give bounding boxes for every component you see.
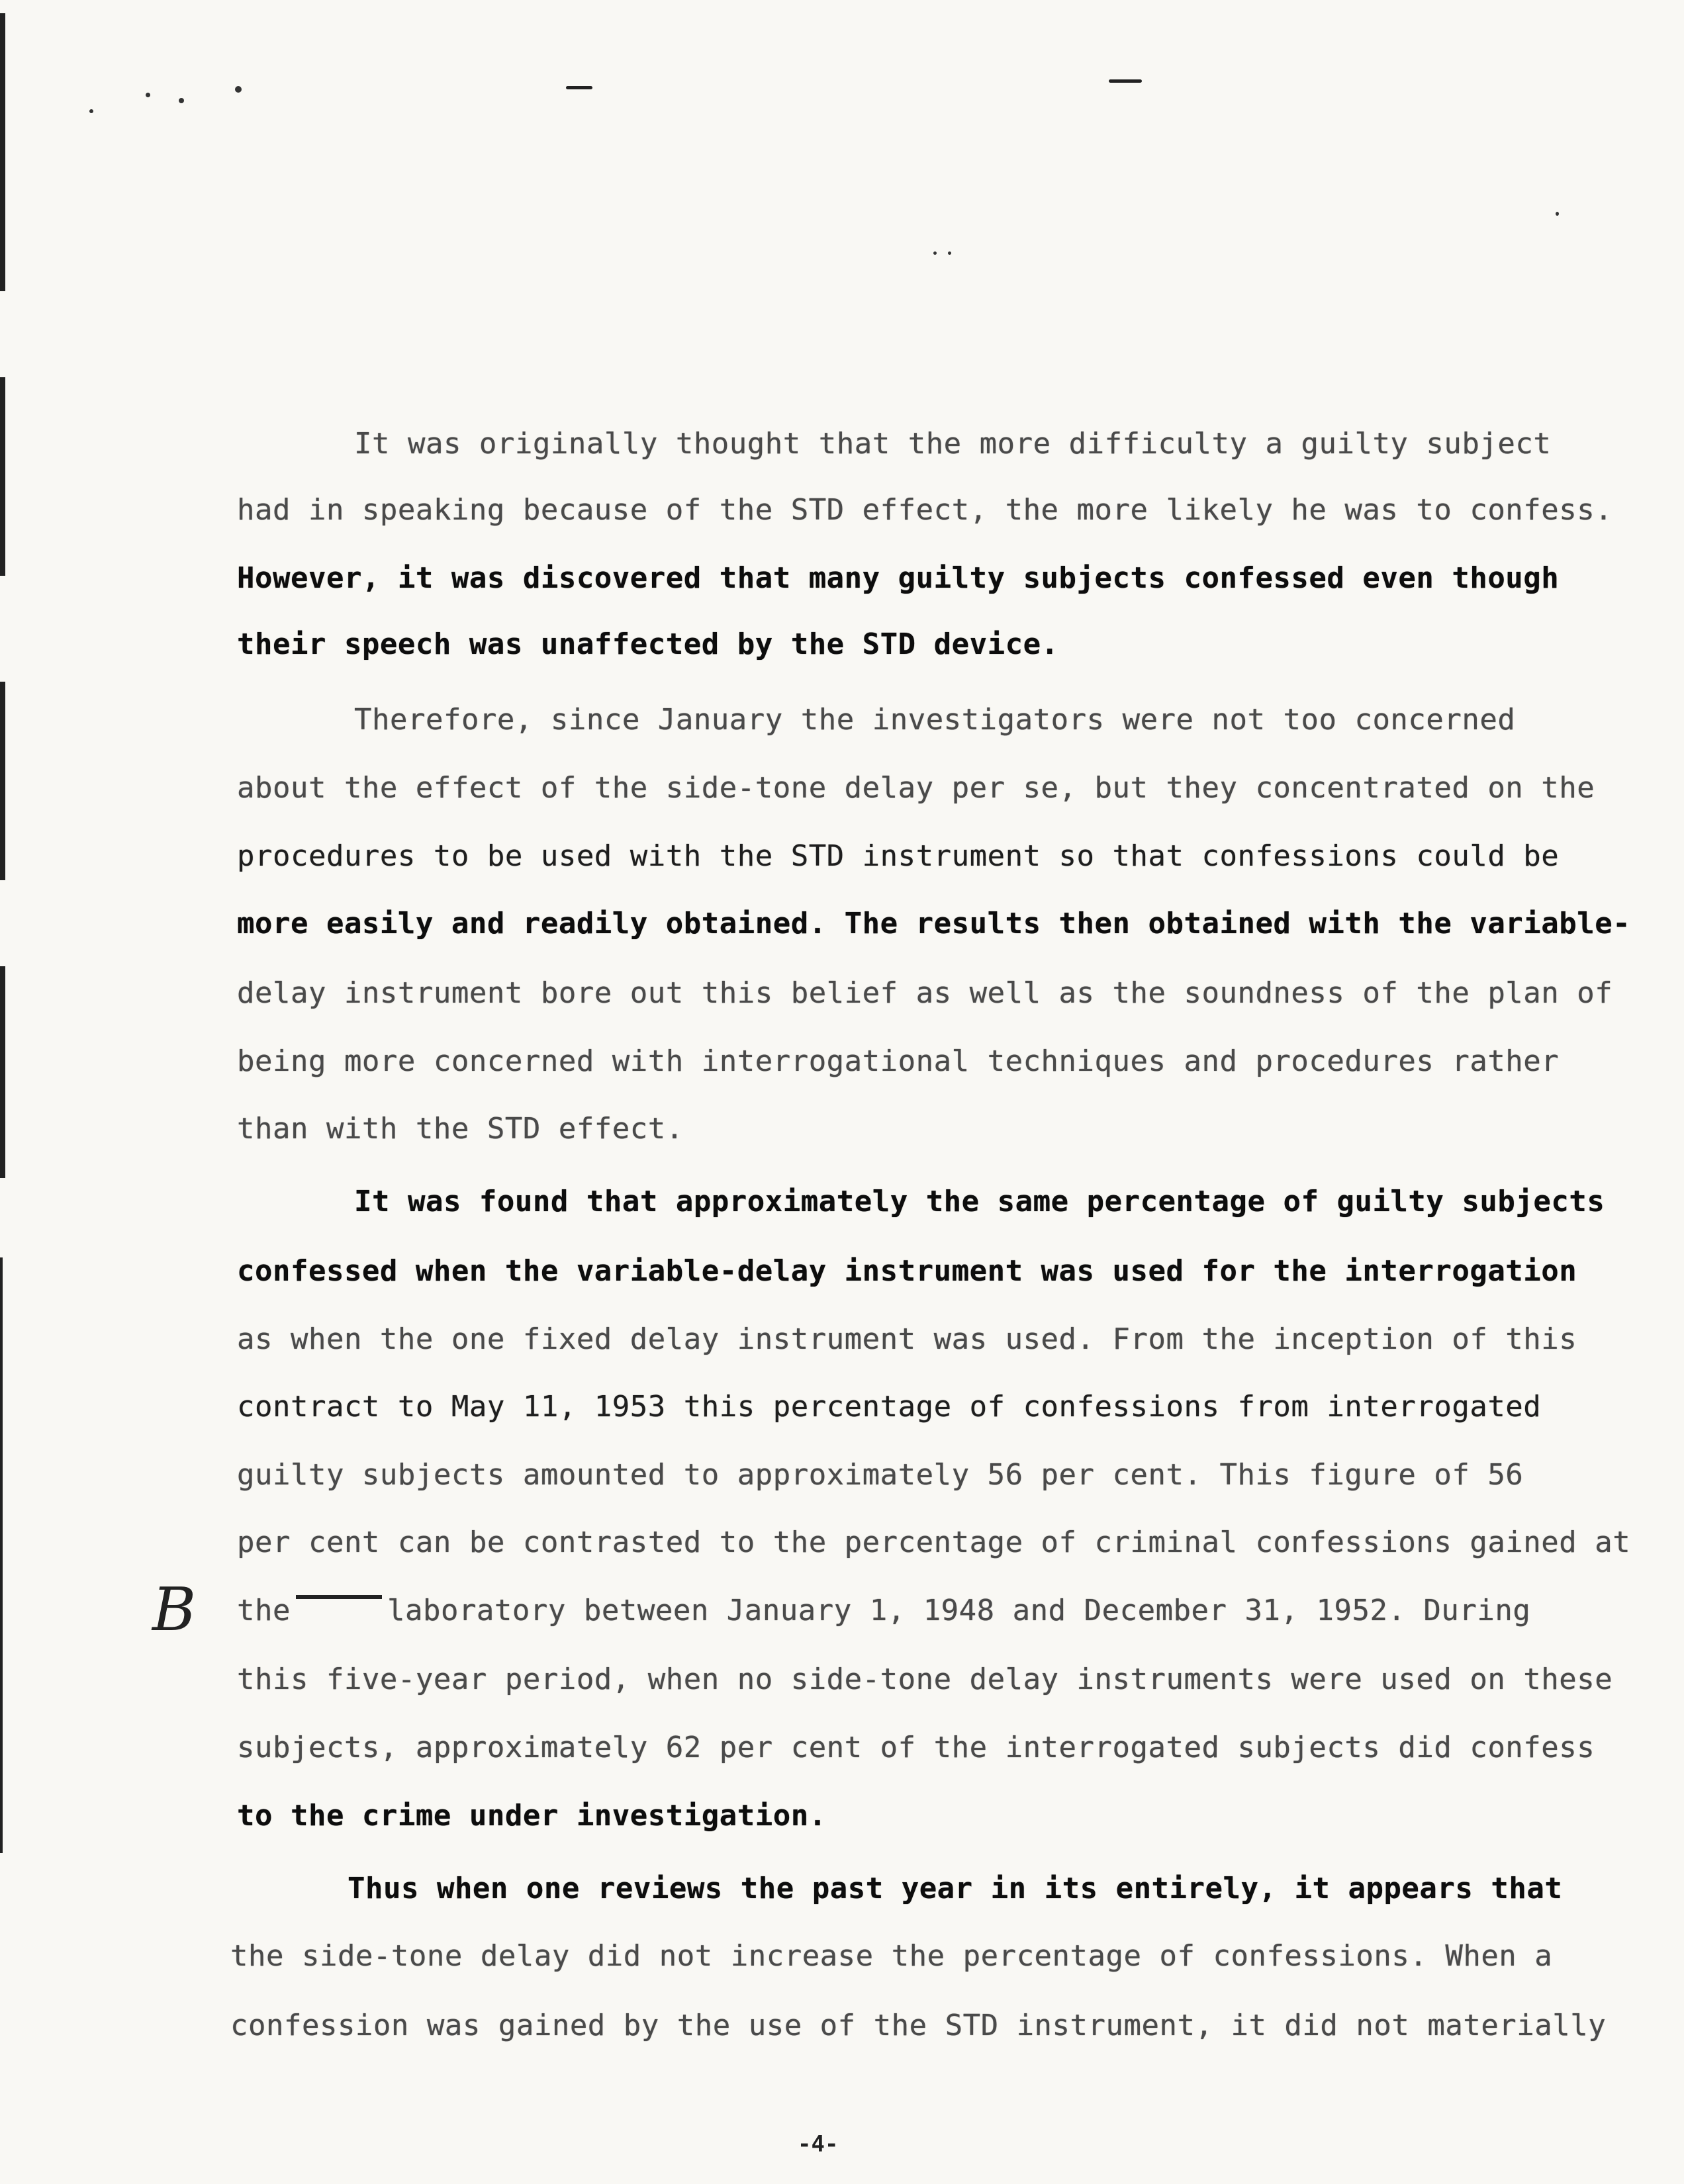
scan-edge-mark (0, 682, 5, 880)
scan-edge-mark (0, 13, 5, 291)
text-fragment: laboratory between January 1, 1948 and December 31, 1952. During (387, 1594, 1531, 1627)
text-line: to the crime under investigation. (237, 1799, 827, 1833)
text-line: contract to May 11, 1953 this percentage of confessions from interrogated (237, 1390, 1542, 1424)
scan-edge-mark (0, 966, 5, 1178)
text-line: guilty subjects amounted to approximately 56 per cent. This figure of 56 (237, 1458, 1524, 1492)
text-line: per cent can be contrasted to the percentage of criminal confessions gained at (237, 1525, 1631, 1559)
margin-handwritten-mark: B (152, 1575, 197, 1645)
text-line: delay instrument bore out this belief as well as the soundness of the plan of (237, 976, 1613, 1010)
scan-speck (179, 98, 184, 103)
scan-speck (948, 251, 951, 255)
text-line: It was found that approximately the same percentage of guilty subjects (354, 1185, 1605, 1218)
text-line: as when the one fixed delay instrument was used. From the inception of this (237, 1322, 1577, 1356)
scan-edge-mark (0, 1257, 3, 1853)
redaction-bar (296, 1595, 382, 1599)
scan-speck (89, 109, 93, 113)
text-line: However, it was discovered that many guilty subjects confessed even though (237, 561, 1560, 595)
text-line: confessed when the variable-delay instrument was used for the interrogation (237, 1254, 1577, 1288)
scan-speck (933, 251, 937, 255)
text-line: Thus when one reviews the past year in its entirely, it appears that (348, 1872, 1563, 1905)
scan-speck (235, 86, 242, 93)
text-line: Therefore, since January the investigators were not too concerned (354, 703, 1516, 737)
text-fragment: the (237, 1594, 291, 1627)
text-line: procedures to be used with the STD instrument so that confessions could be (237, 839, 1560, 873)
text-line: this five-year period, when no side-tone delay instruments were used on these (237, 1662, 1613, 1696)
text-line: It was originally thought that the more difficulty a guilty subject (354, 427, 1552, 461)
text-line: had in speaking because of the STD effect, the more likely he was to confess. (237, 493, 1613, 527)
text-line: confession was gained by the use of the STD instrument, it did not materially (230, 2009, 1607, 2042)
text-line: being more concerned with interrogational techniques and procedures rather (237, 1044, 1560, 1078)
text-line: subjects, approximately 62 per cent of the interrogated subjects did confess (237, 1731, 1595, 1764)
scan-dash (566, 86, 592, 89)
text-line: the side-tone delay did not increase the percentage of confessions. When a (230, 1939, 1553, 1973)
text-line: more easily and readily obtained. The results then obtained with the variable- (237, 907, 1631, 940)
scan-speck (1556, 212, 1559, 216)
text-line: about the effect of the side-tone delay per se, but they concentrated on the (237, 771, 1595, 805)
text-line (237, 1594, 1530, 1627)
scan-speck (146, 93, 150, 97)
scan-edge-mark (0, 377, 5, 576)
scan-dash (1109, 79, 1142, 83)
text-line: than with the STD effect. (237, 1112, 684, 1146)
page-number: -4- (798, 2131, 839, 2158)
text-line: their speech was unaffected by the STD device. (237, 627, 1059, 661)
